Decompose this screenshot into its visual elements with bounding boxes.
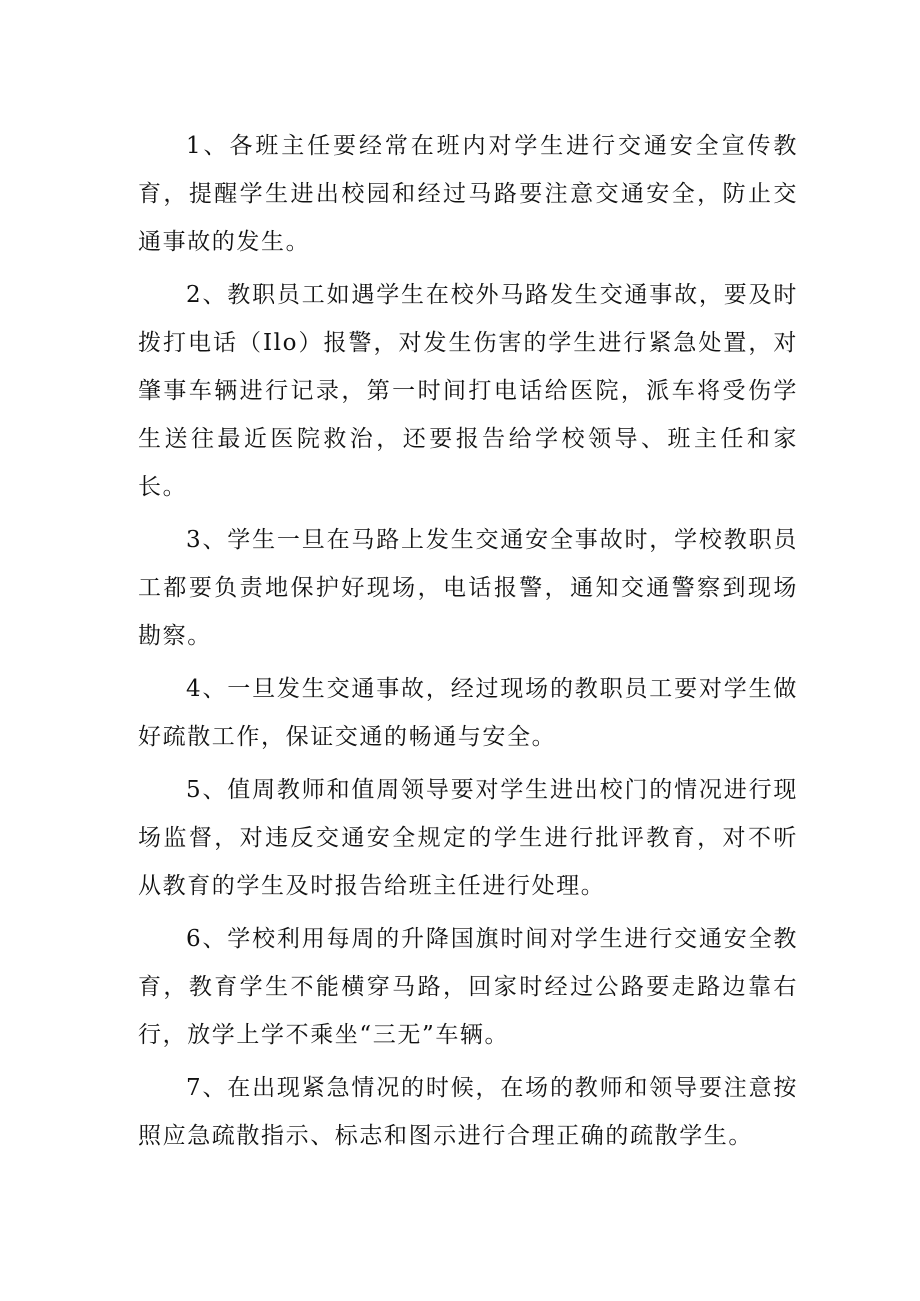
- paragraph-6: 6、学校利用每周的升降国旗时间对学生进行交通安全教育，教育学生不能横穿马路，回家时经过公路要走路边靠右行，放学上学不乘坐“三无”车辆。: [138, 926, 798, 1048]
- paragraph-5: 5、值周教师和值周领导要对学生进出校门的情况进行现场监督，对违反交通安全规定的学生进行批评教育，对不听从教育的学生及时报告给班主任进行处理。: [138, 777, 798, 899]
- paragraph-3: 3、学生一旦在马路上发生交通安全事故时，学校教职员工都要负责地保护好现场，电话报警，通知交通警察到现场勘察。: [138, 527, 798, 649]
- paragraph-4: 4、一旦发生交通事故，经过现场的教职员工要对学生做好疏散工作，保证交通的畅通与安全。: [138, 676, 798, 750]
- paragraph-2: 2、教职员工如遇学生在校外马路发生交通事故，要及时拨打电话（Ilo）报警，对发生伤害的学生进行紧急处置，对肇事车辆进行记录，第一时间打电话给医院，派车将受伤学生送往最近医院救治，还要报告给学校领导、班主任和家长。: [138, 282, 798, 500]
- paragraph-7: 7、在出现紧急情况的时候，在场的教师和领导要注意按照应急疏散指示、标志和图示进行合理正确的疏散学生。: [138, 1075, 798, 1149]
- document-body: [138, 122, 798, 1165]
- paragraph-1: 1、各班主任要经常在班内对学生进行交通安全宣传教育，提醒学生进出校园和经过马路要注意交通安全，防止交通事故的发生。: [138, 133, 798, 255]
